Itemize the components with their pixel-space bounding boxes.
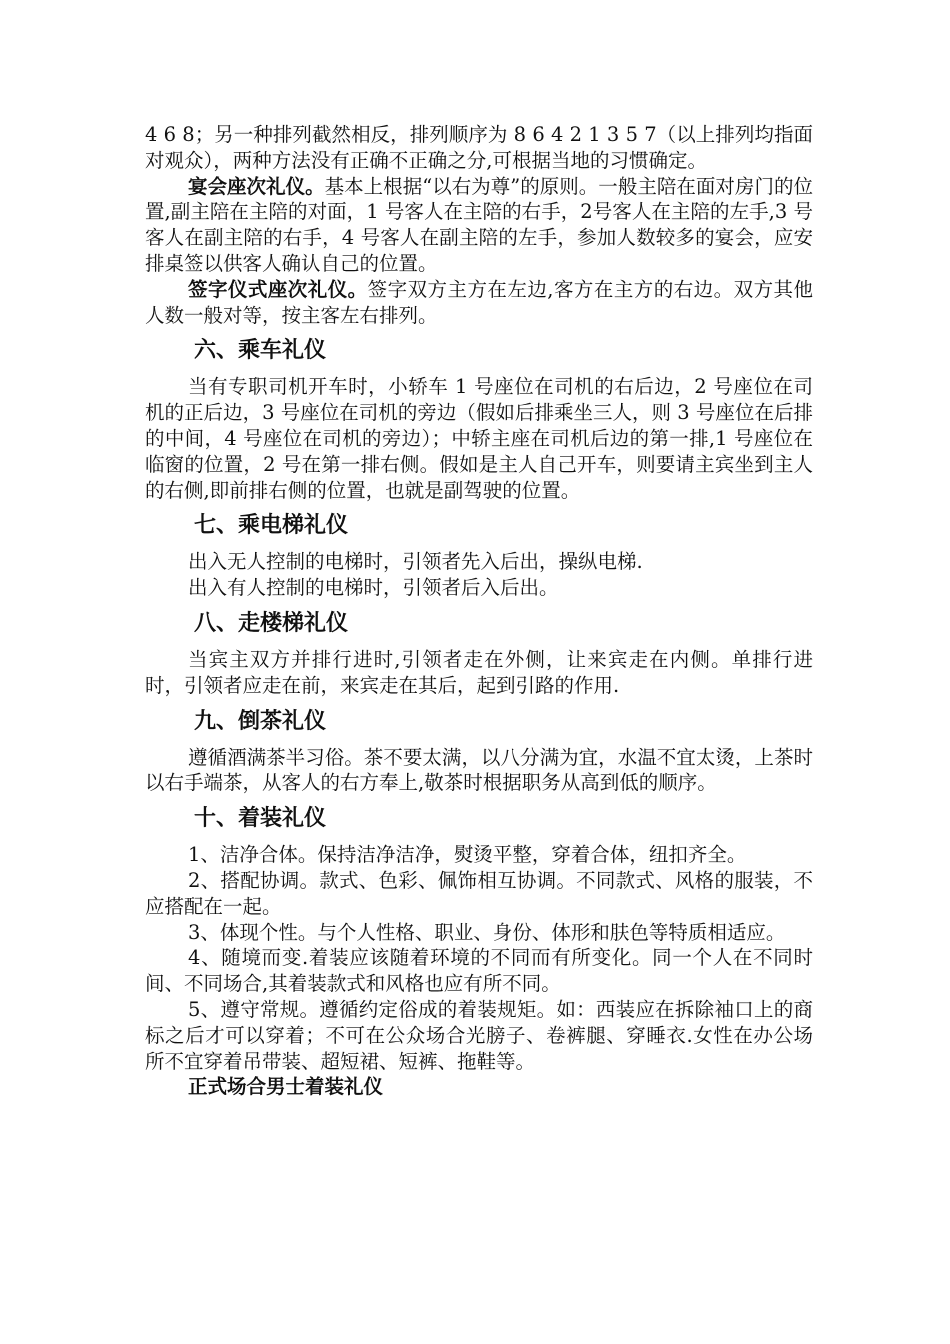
section-heading: 十、着装礼仪: [194, 806, 327, 832]
list-item: [145, 945, 813, 997]
paragraph: [145, 174, 813, 277]
section-heading: 七、乘电梯礼仪: [194, 513, 349, 539]
paragraph-text: 基本上根据“以右为尊”的原则。一般主陪在面对房门的位置,副主陪在主陪的对面，1 号客人在主陪的右手，2号客人在主陪的左手,3 号客人在副主陪的右手，4 号客人在副主陪的左手，参加人数较多的宴会，应安排桌签以供客人确认自己的位置。: [145, 174, 813, 275]
section-heading: 九、倒茶礼仪: [194, 708, 327, 734]
paragraph-text: 出入无人控制的电梯时，引领者先入后出，操纵电梯.: [188, 550, 643, 574]
paragraph-text: 5、遵守常规。遵循约定俗成的着装规矩。如：西装应在拆除袖口上的商标之后才可以穿着；不可在公众场合光膀子、卷裤腿、穿睡衣.女性在办公场所不宜穿着吊带装、超短裙、短裤、拖鞋等。: [145, 997, 813, 1073]
section-heading: 六、乘车礼仪: [194, 338, 327, 364]
list-item: [145, 868, 813, 920]
document-body: [145, 122, 813, 1100]
paragraph: [145, 374, 813, 503]
subsection-heading: 正式场合男士着装礼仪: [188, 1075, 384, 1099]
paragraph-text: 1、洁净合体。保持洁净洁净，熨烫平整，穿着合体，纽扣齐全。: [188, 843, 747, 867]
paragraph: [145, 745, 813, 797]
list-item: [145, 920, 813, 946]
paragraph-text: 3、体现个性。与个人性格、职业、身份、体形和肤色等特质相适应。: [188, 920, 786, 944]
paragraph-lead: 签字仪式座次礼仪。: [188, 277, 368, 301]
paragraph-text: 签字双方主方在左边,客方在主方的右边。双方其他人数一般对等，按主客左右排列。: [145, 277, 813, 327]
paragraph: [145, 277, 813, 329]
paragraph-text: 当有专职司机开车时，小轿车 1 号座位在司机的右后边，2 号座位在司机的正后边，3 号座位在司机的旁边（假如后排乘坐三人，则 3 号座位在后排的中间，4 号座位在司机的旁边）；中轿主座在司机后边的第一排,1 号座位在临窗的位置，2 号在第一排右侧。假如是主人自己开车，则要请主宾坐到主人的右侧,即前排右侧的位置，也就是副驾驶的位置。: [145, 375, 813, 502]
paragraph: [145, 575, 813, 601]
paragraph-text: 遵循酒满茶半习俗。茶不要太满，以八分满为宜，水温不宜太烫，上茶时以右手端茶，从客人的右方奉上,敬茶时根据职务从高到低的顺序。: [145, 745, 813, 795]
paragraph-text: 4 6 8；另一种排列截然相反，排列顺序为 8 6 4 2 1 3 5 7（以上排列均指面对观众），两种方法没有正确不正确之分,可根据当地的习惯确定。: [145, 123, 813, 172]
paragraph: [145, 549, 813, 575]
list-item: [145, 842, 813, 868]
paragraph-text: 2、搭配协调。款式、色彩、佩饰相互协调。不同款式、风格的服装，不应搭配在一起。: [145, 868, 813, 918]
paragraph-text: 出入有人控制的电梯时，引领者后入后出。: [188, 576, 559, 600]
paragraph-text: 4、随境而变.着装应该随着环境的不同而有所变化。同一个人在不同时间、不同场合,其着装款式和风格也应有所不同。: [145, 946, 813, 996]
paragraph: [145, 122, 813, 174]
paragraph-lead: 宴会座次礼仪。: [188, 174, 325, 198]
paragraph-text: 当宾主双方并排行进时,引领者走在外侧，让来宾走在内侧。单排行进时，引领者应走在前，来宾走在其后，起到引路的作用.: [145, 647, 813, 697]
list-item: [145, 997, 813, 1074]
paragraph: [145, 647, 813, 699]
section-heading: 八、走楼梯礼仪: [194, 610, 349, 636]
